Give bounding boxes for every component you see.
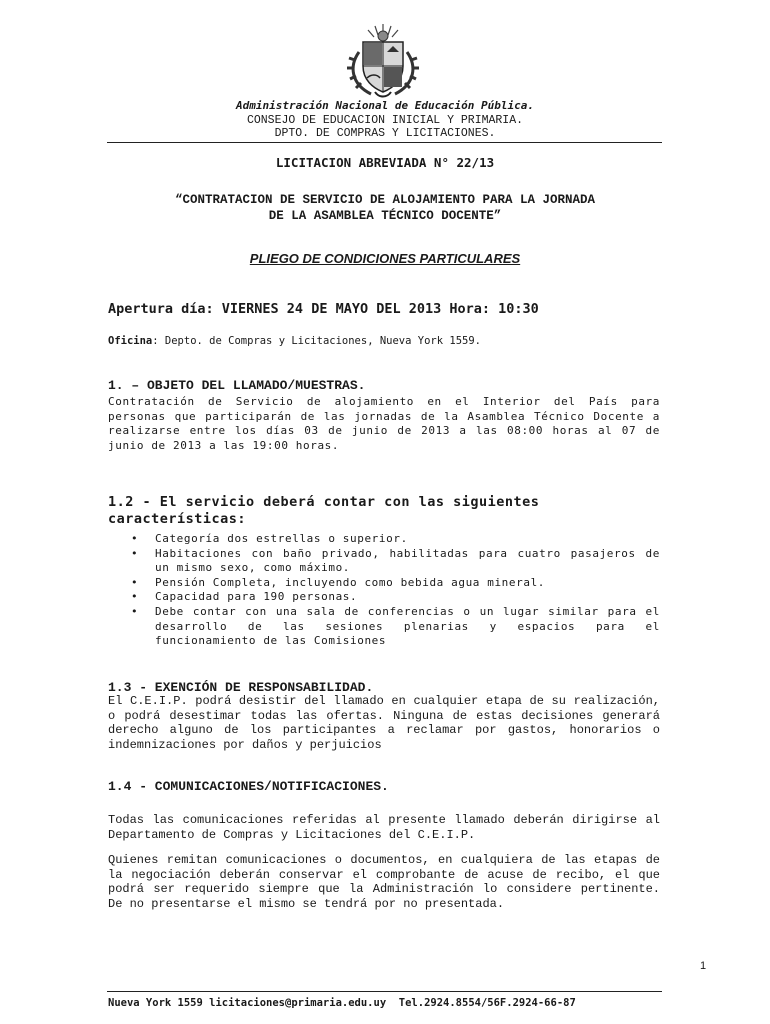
section-1-3-text: El C.E.I.P. podrá desistir del llamado en cualquier etapa de su realización, o podrá desestimar todas las ofertas. Ninguna de estas decisiones generará derecho alguno de los participantes a reclamar por gastos, honorarios o indemnizaciones por daños y perjuicios xyxy=(108,694,660,752)
coat-of-arms-icon xyxy=(345,22,421,100)
bullet-icon: • xyxy=(131,604,139,618)
bullet-icon: • xyxy=(131,532,139,545)
document-title: PLIEGO DE CONDICIONES PARTICULARES xyxy=(249,251,521,266)
tender-subject-line-1: “CONTRATACION DE SERVICIO DE ALOJAMIENTO PARA LA JORNADA xyxy=(174,193,596,207)
section-1-4-paragraph-2: Quienes remitan comunicaciones o documentos, en cualquiera de las etapas de la negociación deberán conservar el comprobante de acuse de recibo, el que podrá ser requerido siempre que la Administración lo considere pertinente. De no presentarse el mismo se tendrá por no presentada. xyxy=(108,853,660,911)
bullet-icon: • xyxy=(131,590,139,604)
section-1-heading: 1. – OBJETO DEL LLAMADO/MUESTRAS. xyxy=(108,378,366,393)
section-1-text: Contratación de Servicio de alojamiento en el Interior del País para personas que participarán de las jornadas de la Asamblea Técnico Docente a realizarse entre los días 03 de junio de 2013 a las 08:00 horas al 07 de junio de 2013 a las 19:00 horas. xyxy=(108,395,660,452)
department-name: DPTO. DE COMPRAS Y LICITACIONES. xyxy=(274,127,496,140)
office-label: Oficina xyxy=(108,335,153,347)
footer-divider xyxy=(107,991,662,992)
list-item: • Debe contar con una sala de conferencias o un lugar similar para el desarrollo de las sesiones plenarias y espacios para el funcionamiento de las Comisiones xyxy=(131,604,660,648)
section-1-4-heading: 1.4 - COMUNICACIONES/NOTIFICACIONES. xyxy=(108,779,389,794)
office-line xyxy=(108,335,481,347)
bullet-icon: • xyxy=(131,575,139,589)
list-item: • Capacidad para 190 personas. xyxy=(131,590,358,604)
tender-number: LICITACION ABREVIADA N° 22/13 xyxy=(275,155,495,170)
list-item: • Categoría dos estrellas o superior. xyxy=(131,532,408,545)
list-item: • Habitaciones con baño privado, habilitadas para cuatro pasajeros de un mismo sexo, como máximo. xyxy=(131,546,660,575)
footer-contact: Nueva York 1559 licitaciones@primaria.edu.uy Tel.2924.8554/56F.2924-66-87 xyxy=(108,997,576,1009)
council-name: CONSEJO DE EDUCACION INICIAL Y PRIMARIA. xyxy=(246,114,524,127)
tender-subject xyxy=(0,192,770,224)
section-1-3-heading: 1.3 - EXENCIÓN DE RESPONSABILIDAD. xyxy=(108,680,374,695)
header-divider xyxy=(107,142,662,143)
institution-name: Administración Nacional de Educación Pública. xyxy=(235,99,534,112)
requirements-list xyxy=(128,532,660,649)
page-number: 1 xyxy=(700,960,707,972)
section-1-2-heading: 1.2 - El servicio deberá contar con las siguientes características: xyxy=(108,494,540,527)
office-value: : Depto. de Compras y Licitaciones, Nueva York 1559. xyxy=(152,335,481,347)
opening-date: Apertura día: VIERNES 24 DE MAYO DEL 2013 Hora: 10:30 xyxy=(108,301,539,317)
list-item: • Pensión Completa, incluyendo como bebida agua mineral. xyxy=(131,575,546,589)
section-1-4-paragraph-1: Todas las comunicaciones referidas al presente llamado deberán dirigirse al Departamento de Compras y Licitaciones del C.E.I.P. xyxy=(108,813,660,842)
tender-subject-line-2: DE LA ASAMBLEA TÉCNICO DOCENTE” xyxy=(268,209,502,223)
bullet-icon: • xyxy=(131,546,139,560)
